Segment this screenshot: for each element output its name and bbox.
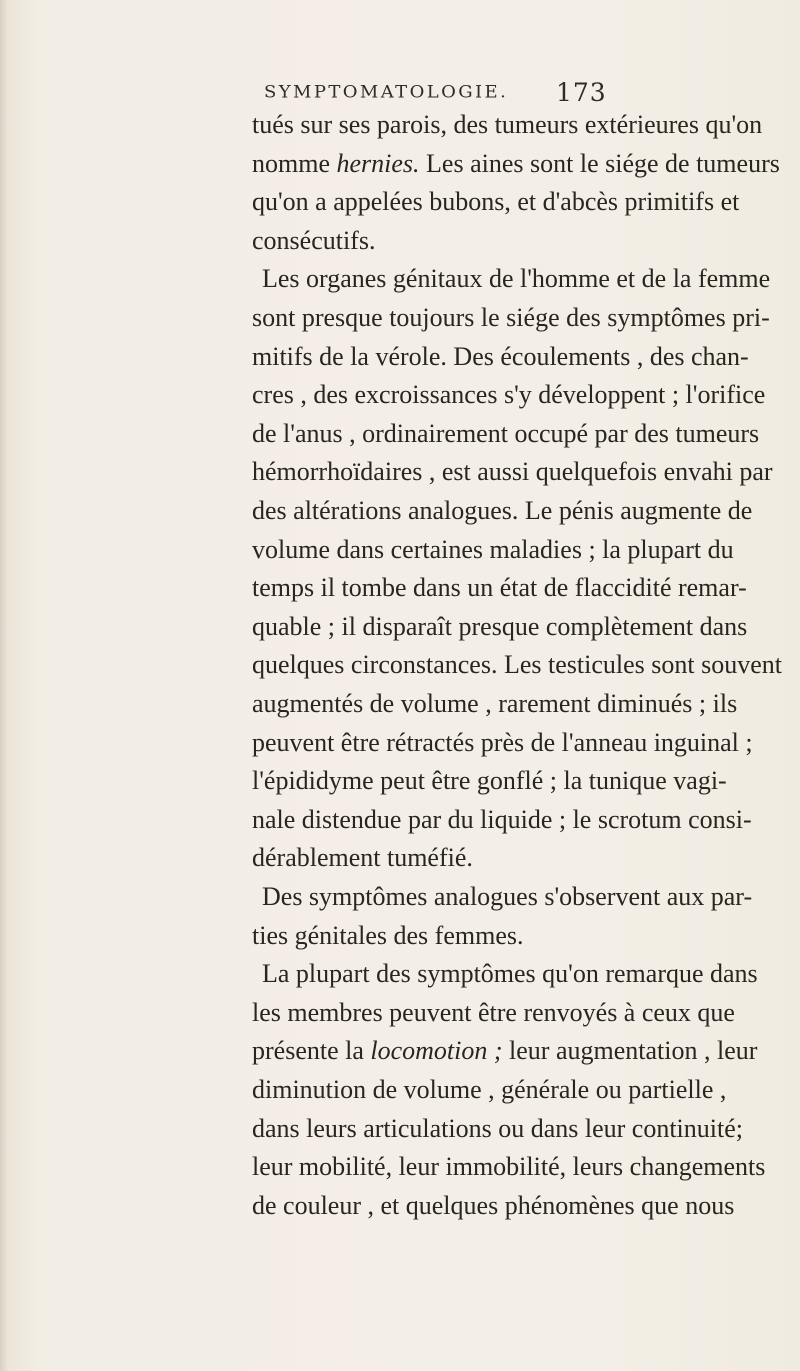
text-line: temps il tombe dans un état de flaccidité remar- [252,573,747,603]
text-segment: leur augmentation , leur [502,1036,758,1066]
text-line: de couleur , et quelques phénomènes que nous [252,1190,735,1220]
text-segment: nomme [252,148,337,178]
text-line: des altérations analogues. Le pénis augmente de [252,496,753,525]
text-line: quable ; il disparaît presque complètement dans [252,611,748,641]
text-line: mitifs de la vérole. Des écoulements , des chan- [252,341,749,371]
italic-term: locomotion ; [370,1036,503,1066]
text-line: de l'anus , ordinairement occupé par des tumeurs [252,418,760,448]
text-line: augmentés de volume , rarement diminués ; ils [252,689,738,718]
text-line: consécutifs. [252,225,376,255]
text-line: cres , des excroissances s'y développent ; l'orifice [252,380,766,410]
text-line: tués sur ses parois, des tumeurs extérieures qu'on [252,110,763,139]
italic-term: hernies. [336,148,420,178]
text-line: nale distendue par du liquide ; le scrotum consi- [252,804,752,834]
text-line: les membres peuvent être renvoyés à ceux que [252,997,735,1027]
text-line: volume dans certaines maladies ; la plupart du [252,534,734,564]
text-line [252,1036,757,1066]
text-line: Les organes génitaux de l'homme et de la femme [262,264,771,294]
text-line: La plupart des symptômes qu'on remarque dans [262,959,758,989]
text-line: sont presque toujours le siége des symptômes pri- [252,303,770,332]
text-line: ties génitales des femmes. [252,920,524,950]
text-line: quelques circonstances. Les testicules sont souvent [252,650,782,680]
text-line [252,149,780,179]
text-line: peuvent être rétractés près de l'anneau inguinal ; [252,727,753,757]
text-line: leur mobilité, leur immobilité, leurs changements [252,1152,766,1182]
text-line: dérablement tuméfié. [252,843,473,873]
text-segment: Les aines sont le siége de tumeurs [419,148,780,178]
page-number: 173 [556,78,607,107]
text-line: qu'on a appelées bubons, et d'abcès primitifs et [252,187,740,217]
text-line: hémorrhoïdaires , est aussi quelquefois envahi par [252,457,773,487]
text-line: Des symptômes analogues s'observent aux par- [262,882,753,911]
running-head: SYMPTOMATOLOGIE. [264,82,509,103]
text-segment: présente la [252,1036,371,1066]
text-line: l'épididyme peut être gonflé ; la tunique vagi- [252,766,727,796]
text-line: dans leurs articulations ou dans leur continuité; [252,1113,743,1143]
text-line: diminution de volume , générale ou partielle , [252,1075,727,1104]
